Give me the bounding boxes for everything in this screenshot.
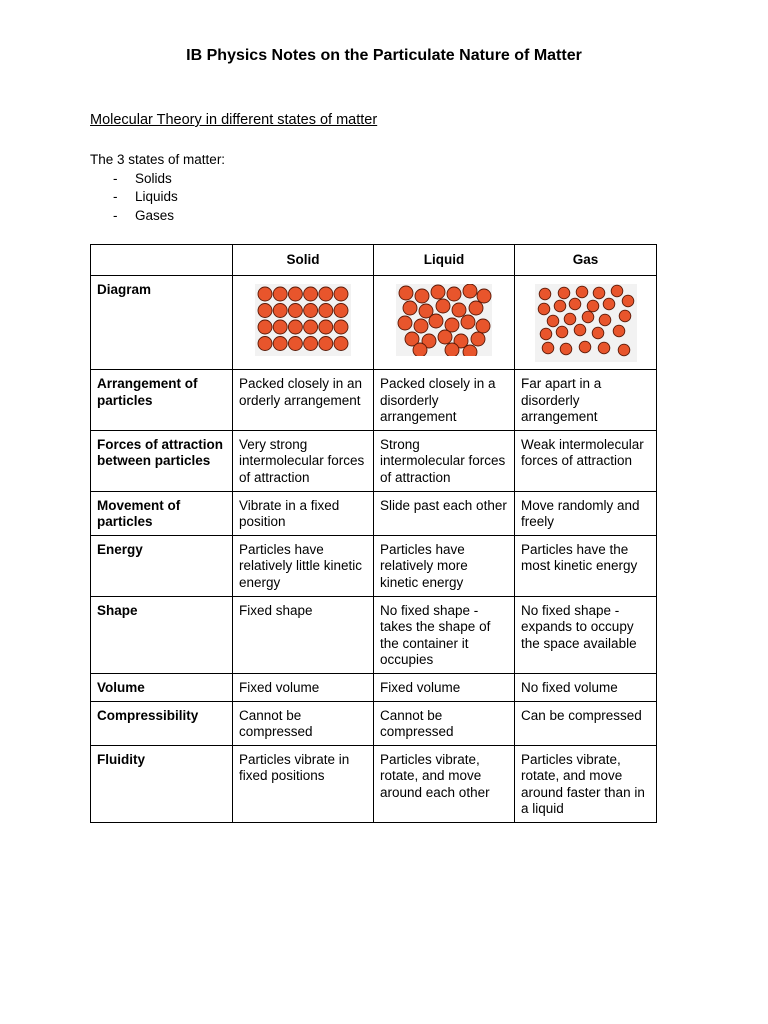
liquid-particles-diagram (396, 284, 492, 356)
table-row (91, 673, 657, 701)
particle (304, 320, 318, 334)
particle (599, 314, 611, 326)
particle (556, 326, 568, 338)
table-row (91, 701, 657, 745)
row-label: Compressibility (91, 701, 233, 745)
particle (258, 320, 272, 334)
particle (477, 289, 491, 303)
states-list (90, 170, 225, 226)
liquid-cell: Fixed volume (374, 673, 515, 701)
table-row (91, 491, 657, 535)
particle (564, 313, 576, 325)
particle (538, 303, 550, 315)
particle (593, 287, 605, 299)
particle (592, 327, 604, 339)
solid-cell: Particles vibrate in fixed positions (233, 745, 374, 822)
particle (431, 285, 445, 299)
liquid-cell: Slide past each other (374, 491, 515, 535)
row-label: Fluidity (91, 745, 233, 822)
header-cell-solid: Solid (233, 245, 374, 276)
liquid-cell: No fixed shape - takes the shape of the container it occupies (374, 596, 515, 673)
particle (288, 320, 302, 334)
particle (579, 341, 591, 353)
list-item: - Liquids (90, 188, 225, 207)
particle (587, 300, 599, 312)
particle (539, 288, 551, 300)
particle (273, 337, 287, 351)
particle (415, 289, 429, 303)
particle (452, 303, 466, 317)
particle (258, 337, 272, 351)
particle (547, 315, 559, 327)
particle (469, 301, 483, 315)
row-label: Diagram (91, 276, 233, 370)
particle (399, 286, 413, 300)
table-row (91, 745, 657, 822)
particle (436, 299, 450, 313)
particle (622, 295, 634, 307)
table-row (91, 535, 657, 596)
table-row-diagram (91, 276, 657, 370)
particle (304, 337, 318, 351)
particle (558, 287, 570, 299)
row-label: Movement of particles (91, 491, 233, 535)
header-cell-liquid: Liquid (374, 245, 515, 276)
gas-cell: Weak intermolecular forces of attraction (515, 430, 657, 491)
particle (542, 342, 554, 354)
particle (304, 287, 318, 301)
particle (398, 316, 412, 330)
particle (611, 285, 623, 297)
particle (334, 304, 348, 318)
solid-cell: Fixed volume (233, 673, 374, 701)
document-title: IB Physics Notes on the Particulate Nature of Matter (186, 47, 582, 64)
solid-diagram-cell (233, 276, 374, 370)
list-item: - Gases (90, 207, 225, 226)
table-row (91, 430, 657, 491)
particle (273, 287, 287, 301)
particle (618, 344, 630, 356)
particle (445, 343, 459, 356)
particle (413, 343, 427, 356)
particle (273, 320, 287, 334)
header-cell-gas: Gas (515, 245, 657, 276)
particle (461, 315, 475, 329)
particle (288, 337, 302, 351)
solid-cell: Packed closely in an orderly arrangement (233, 370, 374, 431)
table-row (91, 596, 657, 673)
gas-cell: Move randomly and freely (515, 491, 657, 535)
liquid-diagram-cell (374, 276, 515, 370)
particle (319, 304, 333, 318)
particle (414, 319, 428, 333)
particle (258, 304, 272, 318)
particle (447, 287, 461, 301)
gas-cell: Far apart in a disorderly arrangement (515, 370, 657, 431)
gas-cell: Particles vibrate, rotate, and move around faster than in a liquid (515, 745, 657, 822)
states-lead: The 3 states of matter: (90, 152, 226, 167)
particle (576, 286, 588, 298)
particle (582, 311, 594, 323)
header-cell-empty (91, 245, 233, 276)
gas-cell: No fixed shape - expands to occupy the space available (515, 596, 657, 673)
table-row (91, 370, 657, 431)
particle (319, 337, 333, 351)
particle (258, 287, 272, 301)
particle (569, 298, 581, 310)
particle (273, 304, 287, 318)
particle (471, 332, 485, 346)
particle (334, 337, 348, 351)
particle (476, 319, 490, 333)
particle (319, 287, 333, 301)
gas-cell: Particles have the most kinetic energy (515, 535, 657, 596)
row-label: Forces of attraction between particles (91, 430, 233, 491)
solid-cell: Fixed shape (233, 596, 374, 673)
list-item: - Solids (90, 170, 225, 189)
particle (463, 284, 477, 298)
solid-cell: Particles have relatively little kinetic energy (233, 535, 374, 596)
row-label: Shape (91, 596, 233, 673)
particle (288, 287, 302, 301)
gas-particles-diagram (535, 284, 637, 362)
row-label: Volume (91, 673, 233, 701)
particle (598, 342, 610, 354)
particle (619, 310, 631, 322)
solid-cell: Vibrate in a fixed position (233, 491, 374, 535)
particle (429, 314, 443, 328)
solid-cell: Cannot be compressed (233, 701, 374, 745)
gas-cell: No fixed volume (515, 673, 657, 701)
row-label: Energy (91, 535, 233, 596)
particle (334, 320, 348, 334)
particle (288, 304, 302, 318)
particle (334, 287, 348, 301)
particle (560, 343, 572, 355)
solid-cell: Very strong intermolecular forces of attraction (233, 430, 374, 491)
liquid-cell: Cannot be compressed (374, 701, 515, 745)
liquid-cell: Strong intermolecular forces of attraction (374, 430, 515, 491)
particle (403, 301, 417, 315)
particle (603, 298, 615, 310)
liquid-cell: Particles vibrate, rotate, and move around each other (374, 745, 515, 822)
solid-particles-diagram (255, 284, 351, 356)
particle (574, 324, 586, 336)
row-label: Arrangement of particles (91, 370, 233, 431)
states-intro (90, 151, 225, 225)
table-header-row (91, 245, 657, 276)
particle (319, 320, 333, 334)
particle (540, 328, 552, 340)
liquid-cell: Particles have relatively more kinetic energy (374, 535, 515, 596)
particle (554, 300, 566, 312)
particle (463, 345, 477, 356)
states-table (90, 244, 657, 823)
gas-cell: Can be compressed (515, 701, 657, 745)
particle (304, 304, 318, 318)
gas-diagram-cell (515, 276, 657, 370)
particle (613, 325, 625, 337)
particle (438, 330, 452, 344)
liquid-cell: Packed closely in a disorderly arrangement (374, 370, 515, 431)
section-heading: Molecular Theory in different states of matter (90, 112, 378, 128)
